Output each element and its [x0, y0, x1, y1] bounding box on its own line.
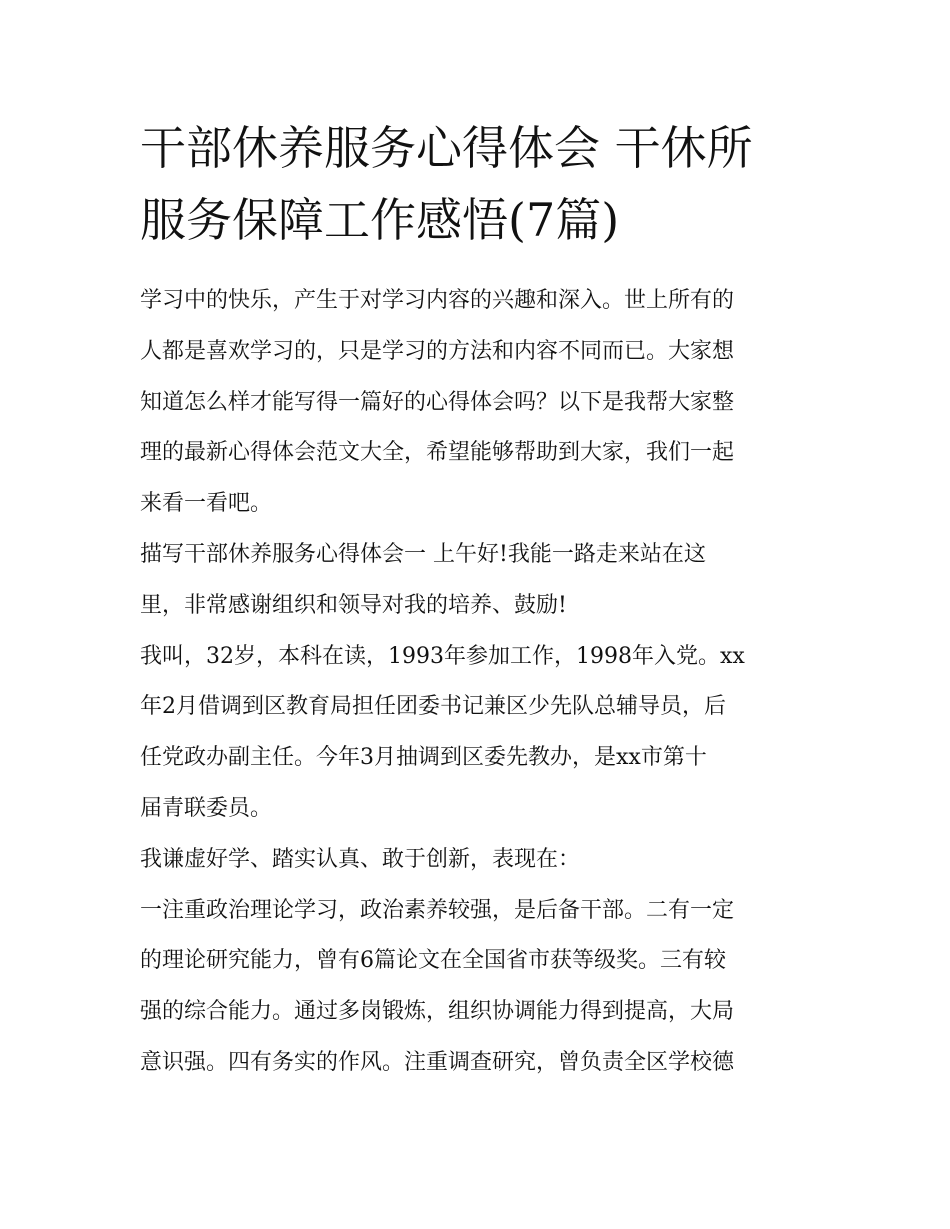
body-line: 强的综合能力。通过多岗锻炼，组织协调能力得到提高，大局	[140, 999, 735, 1025]
document-body	[140, 276, 830, 1089]
body-line: 来看一看吧。	[140, 491, 273, 517]
title-line: 干部休养服务心得体会 干休所	[140, 121, 753, 175]
body-line: 知道怎么样才能写得一篇好的心得体会吗？以下是我帮大家整	[140, 389, 735, 415]
body-line: 描写干部休养服务心得体会一 上午好!我能一路走来站在这	[140, 541, 706, 567]
body-line: 意识强。四有务实的作风。注重调查研究，曾负责全区学校德	[140, 1049, 735, 1075]
body-line: 的理论研究能力，曾有6篇论文在全国省市获等级奖。三有较	[140, 948, 726, 974]
body-line: 我谦虚好学、踏实认真、敢于创新，表现在：	[140, 846, 581, 872]
document-title	[140, 112, 820, 256]
body-line: 人都是喜欢学习的，只是学习的方法和内容不同而已。大家想	[140, 338, 735, 364]
body-line: 学习中的快乐，产生于对学习内容的兴趣和深入。世上所有的	[140, 288, 735, 313]
body-line: 任党政办副主任。今年3月抽调到区委先教办，是xx市第十	[140, 745, 707, 771]
body-line: 我叫，32岁，本科在读，1993年参加工作，1998年入党。xx	[140, 643, 745, 669]
body-line: 理的最新心得体会范文大全，希望能够帮助到大家，我们一起	[140, 440, 735, 466]
body-line: 年2月借调到区教育局担任团委书记兼区少先队总辅导员，后	[140, 694, 726, 720]
body-line: 届青联委员。	[140, 795, 273, 821]
body-line: 一注重政治理论学习，政治素养较强，是后备干部。二有一定	[140, 897, 735, 923]
title-line: 服务保障工作感悟(7篇)	[140, 193, 620, 247]
body-line: 里，非常感谢组织和领导对我的培养、鼓励!	[140, 592, 567, 618]
